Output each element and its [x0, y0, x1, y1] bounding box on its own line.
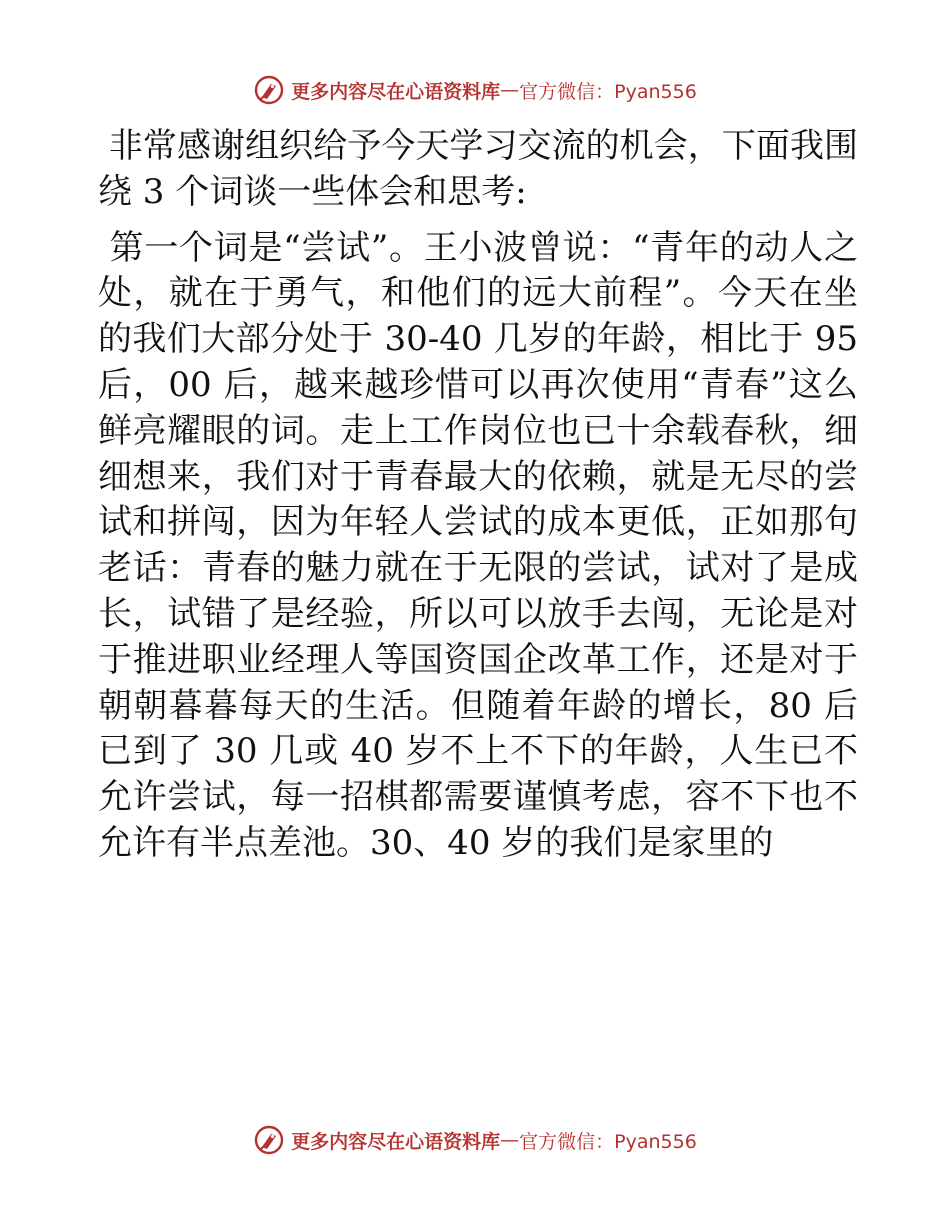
footer-banner-separator: — — [500, 1129, 520, 1151]
paragraph-intro: 非常感谢组织给予今天学习交流的机会，下面我围绕 3 个词谈一些体会和思考: — [98, 126, 859, 212]
footer-banner — [0, 1120, 950, 1160]
footer-banner-text: 更多内容尽在心语资料库 — [291, 1130, 501, 1153]
footer-wechat-id: 官方微信：Pyan556 — [519, 1130, 697, 1153]
pen-nib-logo-icon — [253, 1124, 285, 1156]
header-banner-separator: — — [500, 79, 520, 101]
paragraph-try: 第一个词是“尝试”。王小波曾说：“青年的动人之处，就在于勇气，和他们的远大前程”。今天在坐的我们大部分处于 30-40 几岁的年龄，相比于 95 后，00 后，越来越珍惜可以再次使用“青春”这么鲜亮耀眼的词。走上工作岗位也已十余载春秋，细细想来，我们对于青春最大的依赖，就是无尽的尝试和拼闯，因为年轻人尝试的成本更低，正如那句老话：青春的魅力就在于无限的尝试，试对了是成长，试错了是经验，所以可以放手去闯，无论是对于推进职业经理人等国资国企改革工作，还是对于朝朝暮暮每天的生活。但随着年龄的增长，80 后已到了 30 几或 40 岁不上不下的年龄，人生已不允许尝试，每一招棋都需要谨慎考虑，容不下也不允许有半点差池。30、40 岁的我们是家里的 — [98, 227, 869, 863]
pen-nib-logo-icon — [253, 74, 285, 106]
document-body — [98, 124, 869, 867]
header-banner-text: 更多内容尽在心语资料库 — [291, 80, 501, 103]
header-wechat-id: 官方微信：Pyan556 — [519, 80, 697, 103]
header-banner — [0, 70, 950, 110]
